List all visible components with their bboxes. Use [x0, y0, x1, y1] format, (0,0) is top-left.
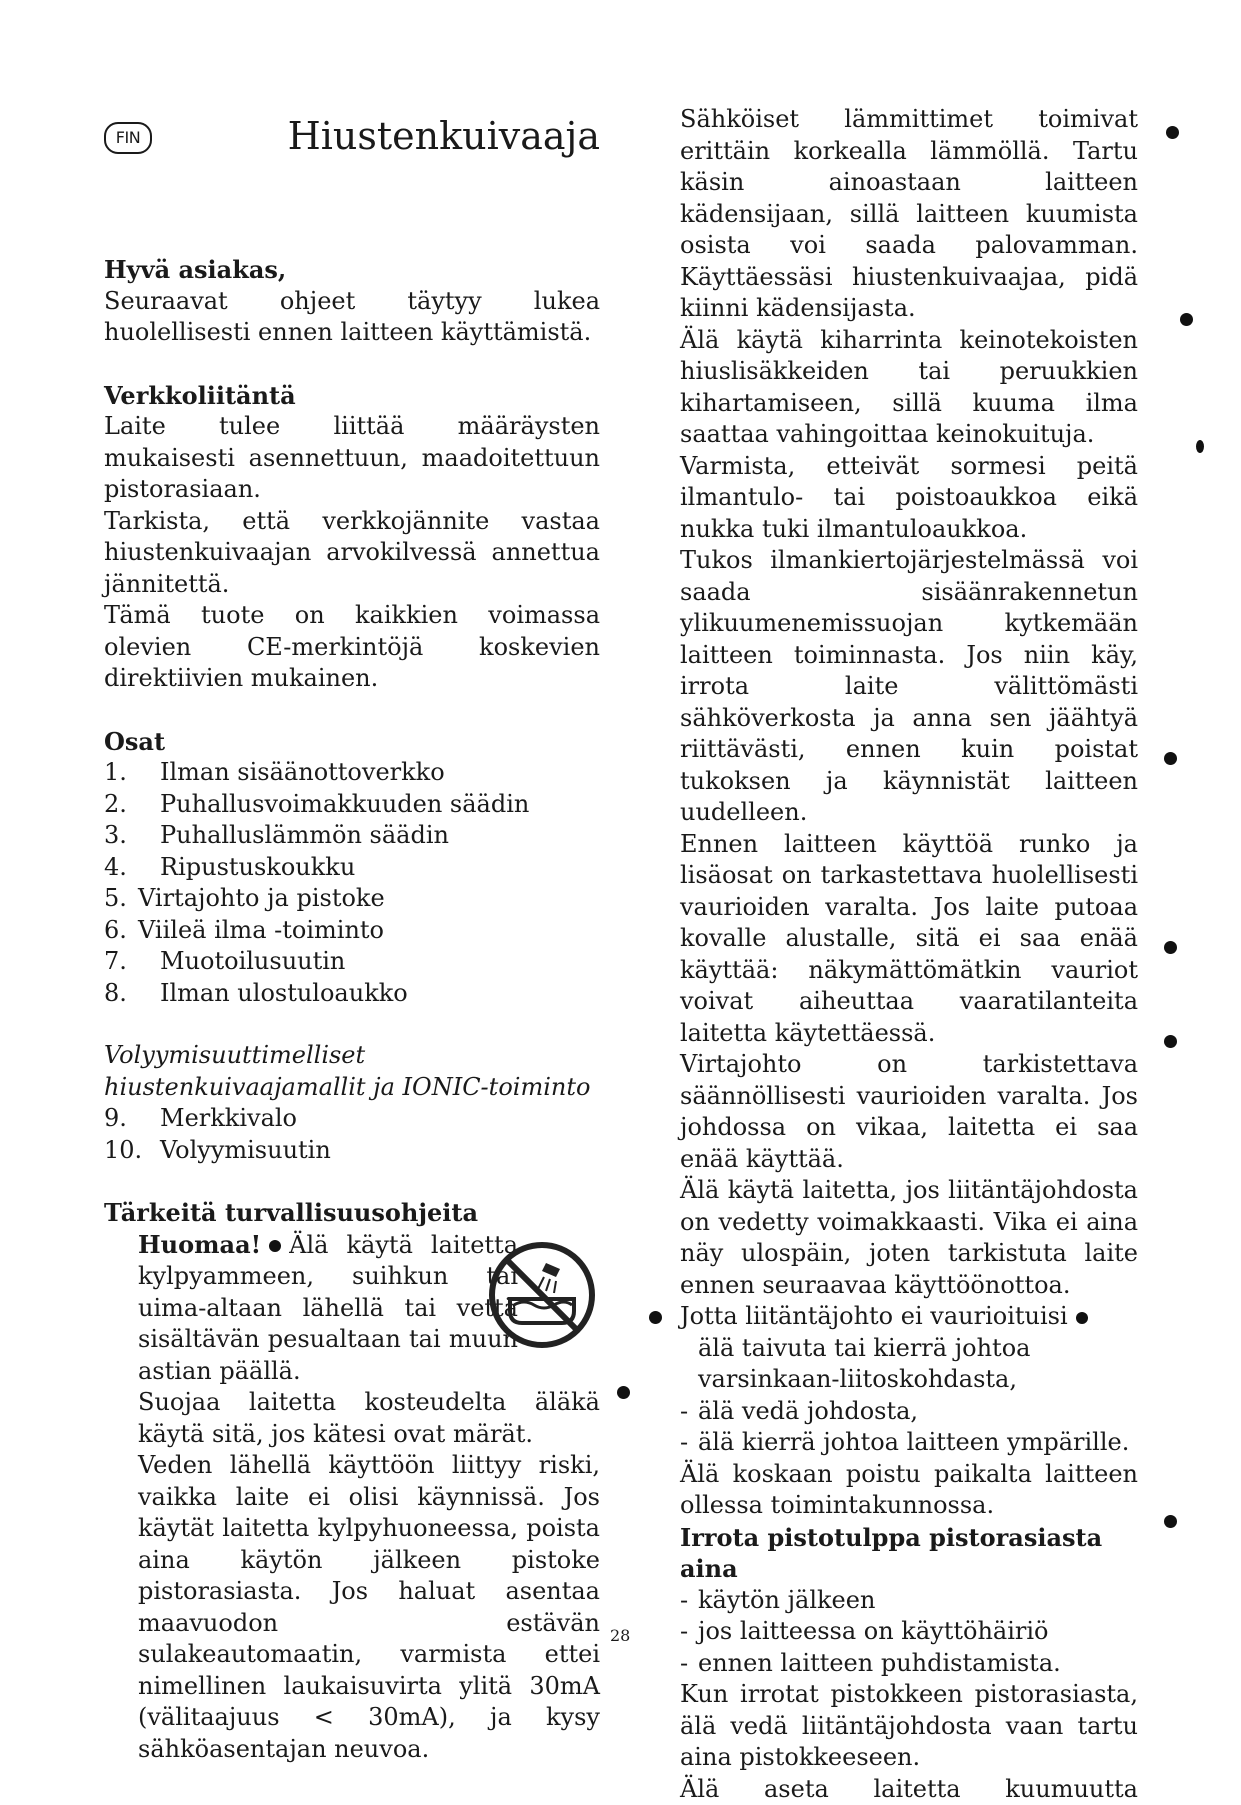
page-title: Hiustenkuivaaja	[288, 114, 600, 158]
part-number: 6.	[104, 915, 138, 947]
parts-heading: Osat	[104, 726, 600, 758]
safety-paragraph-2: Suojaa laitetta kosteudelta äläkä käytä sitä, jos kätesi ovat märät.	[138, 1387, 600, 1450]
cord-item-text: älä taivuta tai kierrä johtoa varsinkaan-liitoskohdasta,	[698, 1334, 1030, 1394]
dash: -	[680, 1427, 698, 1459]
list-item	[104, 883, 600, 915]
language-badge: FIN	[104, 122, 152, 154]
cord-item-text: älä vedä johdosta,	[698, 1397, 918, 1425]
dash: -	[680, 1648, 698, 1680]
right-paragraph-5: Ennen laitteen käyttöä runko ja lisäosat on tarkastettava huolellisesti vaurioiden varalta. Jos laite putoaa kovalle alustalle, sitä ei saa enää käyttää: näkymättömätkin vauriot voivat aiheuttaa vaaratilanteita laitetta käytettäessä.	[680, 829, 1138, 1050]
bullet-dot-icon	[1164, 1035, 1177, 1048]
dash: -	[680, 1616, 698, 1648]
bullet-dot-icon	[1164, 941, 1177, 954]
model-parts-list	[104, 1103, 600, 1166]
part-label: Merkkivalo	[160, 1103, 297, 1135]
safety-heading: Tärkeitä turvallisuusohjeita	[104, 1197, 600, 1229]
part-label: Puhalluslämmön säädin	[160, 820, 449, 852]
right-paragraph-3: Varmista, etteivät sormesi peitä ilmantulo- tai poistoaukkoa eikä nukka tuki ilmantuloaukkoa.	[680, 451, 1138, 546]
list-item	[104, 946, 600, 978]
unplug-item-text: jos laitteessa on käyttöhäiriö	[698, 1617, 1048, 1645]
right-paragraph-2: Älä käytä kiharrinta keinotekoisten hiuslisäkkeiden tai peruukkien kihartamiseen, sillä kuuma ilma saattaa vahingoittaa keinokuituja.	[680, 325, 1138, 451]
bullet-dot-icon	[649, 1311, 662, 1324]
list-item	[104, 852, 600, 884]
network-paragraph-1: Laite tulee liittää määräysten mukaisesti asennettuun, maadoitettuun pistorasiaan.	[104, 411, 600, 506]
part-label: Volyymisuutin	[160, 1135, 331, 1167]
right-paragraph-1: Sähköiset lämmittimet toimivat erittäin korkealla lämmöllä. Tartu käsin ainoastaan laitteen kädensijaan, sillä laitteen kuumista osista voi saada palovamman. Käyttäessäsi hiustenkuivaajaa, pidä kiinni kädensijasta.	[680, 104, 1138, 325]
list-item	[680, 1427, 1138, 1459]
part-number: 4.	[104, 852, 160, 884]
right-paragraph-8: Älä koskaan poistu paikalta laitteen ollessa toimintakunnossa.	[680, 1459, 1138, 1522]
list-item	[104, 915, 600, 947]
bullet-dot-icon	[1076, 1312, 1088, 1324]
list-item	[104, 789, 600, 821]
right-paragraph-6: Virtajohto on tarkistettava säännöllisesti vaurioiden varalta. Jos johdossa on vikaa, laitetta ei saa enää käyttää.	[680, 1049, 1138, 1175]
unplug-item-text: ennen laitteen puhdistamista.	[698, 1649, 1061, 1677]
bullet-dot-icon	[1196, 440, 1204, 453]
note-label: Huomaa!	[138, 1230, 261, 1259]
list-item	[104, 978, 600, 1010]
network-heading: Verkkoliitäntä	[104, 380, 600, 412]
list-item	[104, 820, 600, 852]
part-label: Muotoilusuutin	[160, 946, 345, 978]
part-number: 10.	[104, 1135, 160, 1167]
bullet-dot-icon	[1164, 1515, 1177, 1528]
bullet-dot-icon	[1180, 313, 1193, 326]
list-item	[104, 757, 600, 789]
dash: -	[680, 1585, 698, 1617]
right-paragraph-10: Älä aseta laitetta kuumuutta	[680, 1774, 1138, 1805]
list-item	[680, 1585, 1138, 1617]
right-paragraph-7: Älä käytä laitetta, jos liitäntäjohdosta on vedetty voimakkaasti. Vika ei aina näy ulospäin, joten tarkistuta laite ennen seuraavaa käyttöönottoa.	[680, 1175, 1138, 1301]
bullet-dot-icon	[269, 1240, 281, 1252]
list-item	[680, 1616, 1138, 1648]
part-label: Ripustuskoukku	[160, 852, 355, 884]
parts-list	[104, 757, 600, 1009]
part-number: 8.	[104, 978, 160, 1010]
list-item	[680, 1333, 1138, 1396]
network-paragraph-3: Tämä tuote on kaikkien voimassa olevien CE-merkintöjä koskevien direktiivien mukainen.	[104, 600, 600, 695]
dash: -	[680, 1396, 698, 1428]
bullet-dot-icon	[617, 1386, 630, 1399]
part-label: Ilman ulostuloaukko	[160, 978, 408, 1010]
cord-intro	[680, 1301, 1138, 1333]
part-number: 1.	[104, 757, 160, 789]
cord-intro-text: Jotta liitäntäjohto ei vaurioituisi	[680, 1302, 1068, 1330]
right-paragraph-4: Tukos ilmankiertojärjestelmässä voi saada sisäänrakennetun ylikuumenemissuojan kytkemään laitteen toiminnasta. Jos niin käy, irrota laite välittömästi sähköverkosta ja anna sen jäähtyä riittävästi, ennen kuin poistat tukoksen ja käynnistät laitteen uudelleen.	[680, 545, 1138, 829]
unplug-item-text: käytön jälkeen	[698, 1586, 875, 1614]
list-item	[680, 1396, 1138, 1428]
cord-item-text: älä kierrä johtoa laitteen ympärille.	[698, 1428, 1129, 1456]
part-label: Virtajohto ja pistoke	[138, 883, 385, 915]
list-item	[104, 1103, 600, 1135]
cord-list	[680, 1333, 1138, 1459]
page-header	[104, 104, 600, 254]
part-number: 9.	[104, 1103, 160, 1135]
greeting-heading: Hyvä asiakas,	[104, 254, 600, 286]
unplug-heading: Irrota pistotulppa pistorasiasta aina	[680, 1522, 1138, 1585]
page-number: 28	[610, 1626, 630, 1645]
part-number: 5.	[104, 883, 138, 915]
safety-paragraph-3: Veden lähellä käyttöön liittyy riski, vaikka laite ei olisi käynnissä. Jos käytät laitetta kylpyhuoneessa, poista aina käytön jälkeen pistoke pistorasiasta. Jos haluat asentaa maavuodon estävän sulakeautomaatin, varmista ettei nimellinen laukaisuvirta ylitä 30mA (välitaajuus < 30mA), ja kysy sähköasentajan neuvoa.	[138, 1450, 600, 1765]
part-number: 7.	[104, 946, 160, 978]
list-item	[104, 1135, 600, 1167]
right-paragraph-9: Kun irrotat pistokkeen pistorasiasta, älä vedä liitäntäjohdosta vaan tartu aina pistokkeeseen.	[680, 1679, 1138, 1774]
unplug-list	[680, 1585, 1138, 1680]
bath-warning-block	[138, 1229, 600, 1388]
bullet-dot-icon	[1166, 126, 1179, 139]
part-number: 3.	[104, 820, 160, 852]
part-label: Puhallusvoimakkuuden säädin	[160, 789, 529, 821]
part-label: Viileä ilma -toiminto	[138, 915, 384, 947]
list-item	[680, 1648, 1138, 1680]
part-label: Ilman sisäänottoverkko	[160, 757, 445, 789]
right-column	[680, 104, 1138, 1805]
models-heading: Volyymisuuttimelliset hiustenkuivaajamallit ja IONIC-toiminto	[104, 1040, 600, 1103]
greeting-text: Seuraavat ohjeet täytyy lukea huolellisesti ennen laitteen käyttämistä.	[104, 286, 600, 349]
network-paragraph-2: Tarkista, että verkkojännite vastaa hiustenkuivaajan arvokilvessä annettua jännitettä.	[104, 506, 600, 601]
bath-warning-text	[138, 1229, 518, 1388]
no-bathtub-shower-icon	[486, 1239, 598, 1351]
part-number: 2.	[104, 789, 160, 821]
left-column	[104, 104, 600, 1765]
bullet-dot-icon	[1164, 752, 1177, 765]
note-text: Älä käytä laitetta kylpyammeen, suihkun tai uima-altaan lähellä tai vettä sisältävän pesualtaan tai muun astian päällä.	[138, 1231, 518, 1385]
